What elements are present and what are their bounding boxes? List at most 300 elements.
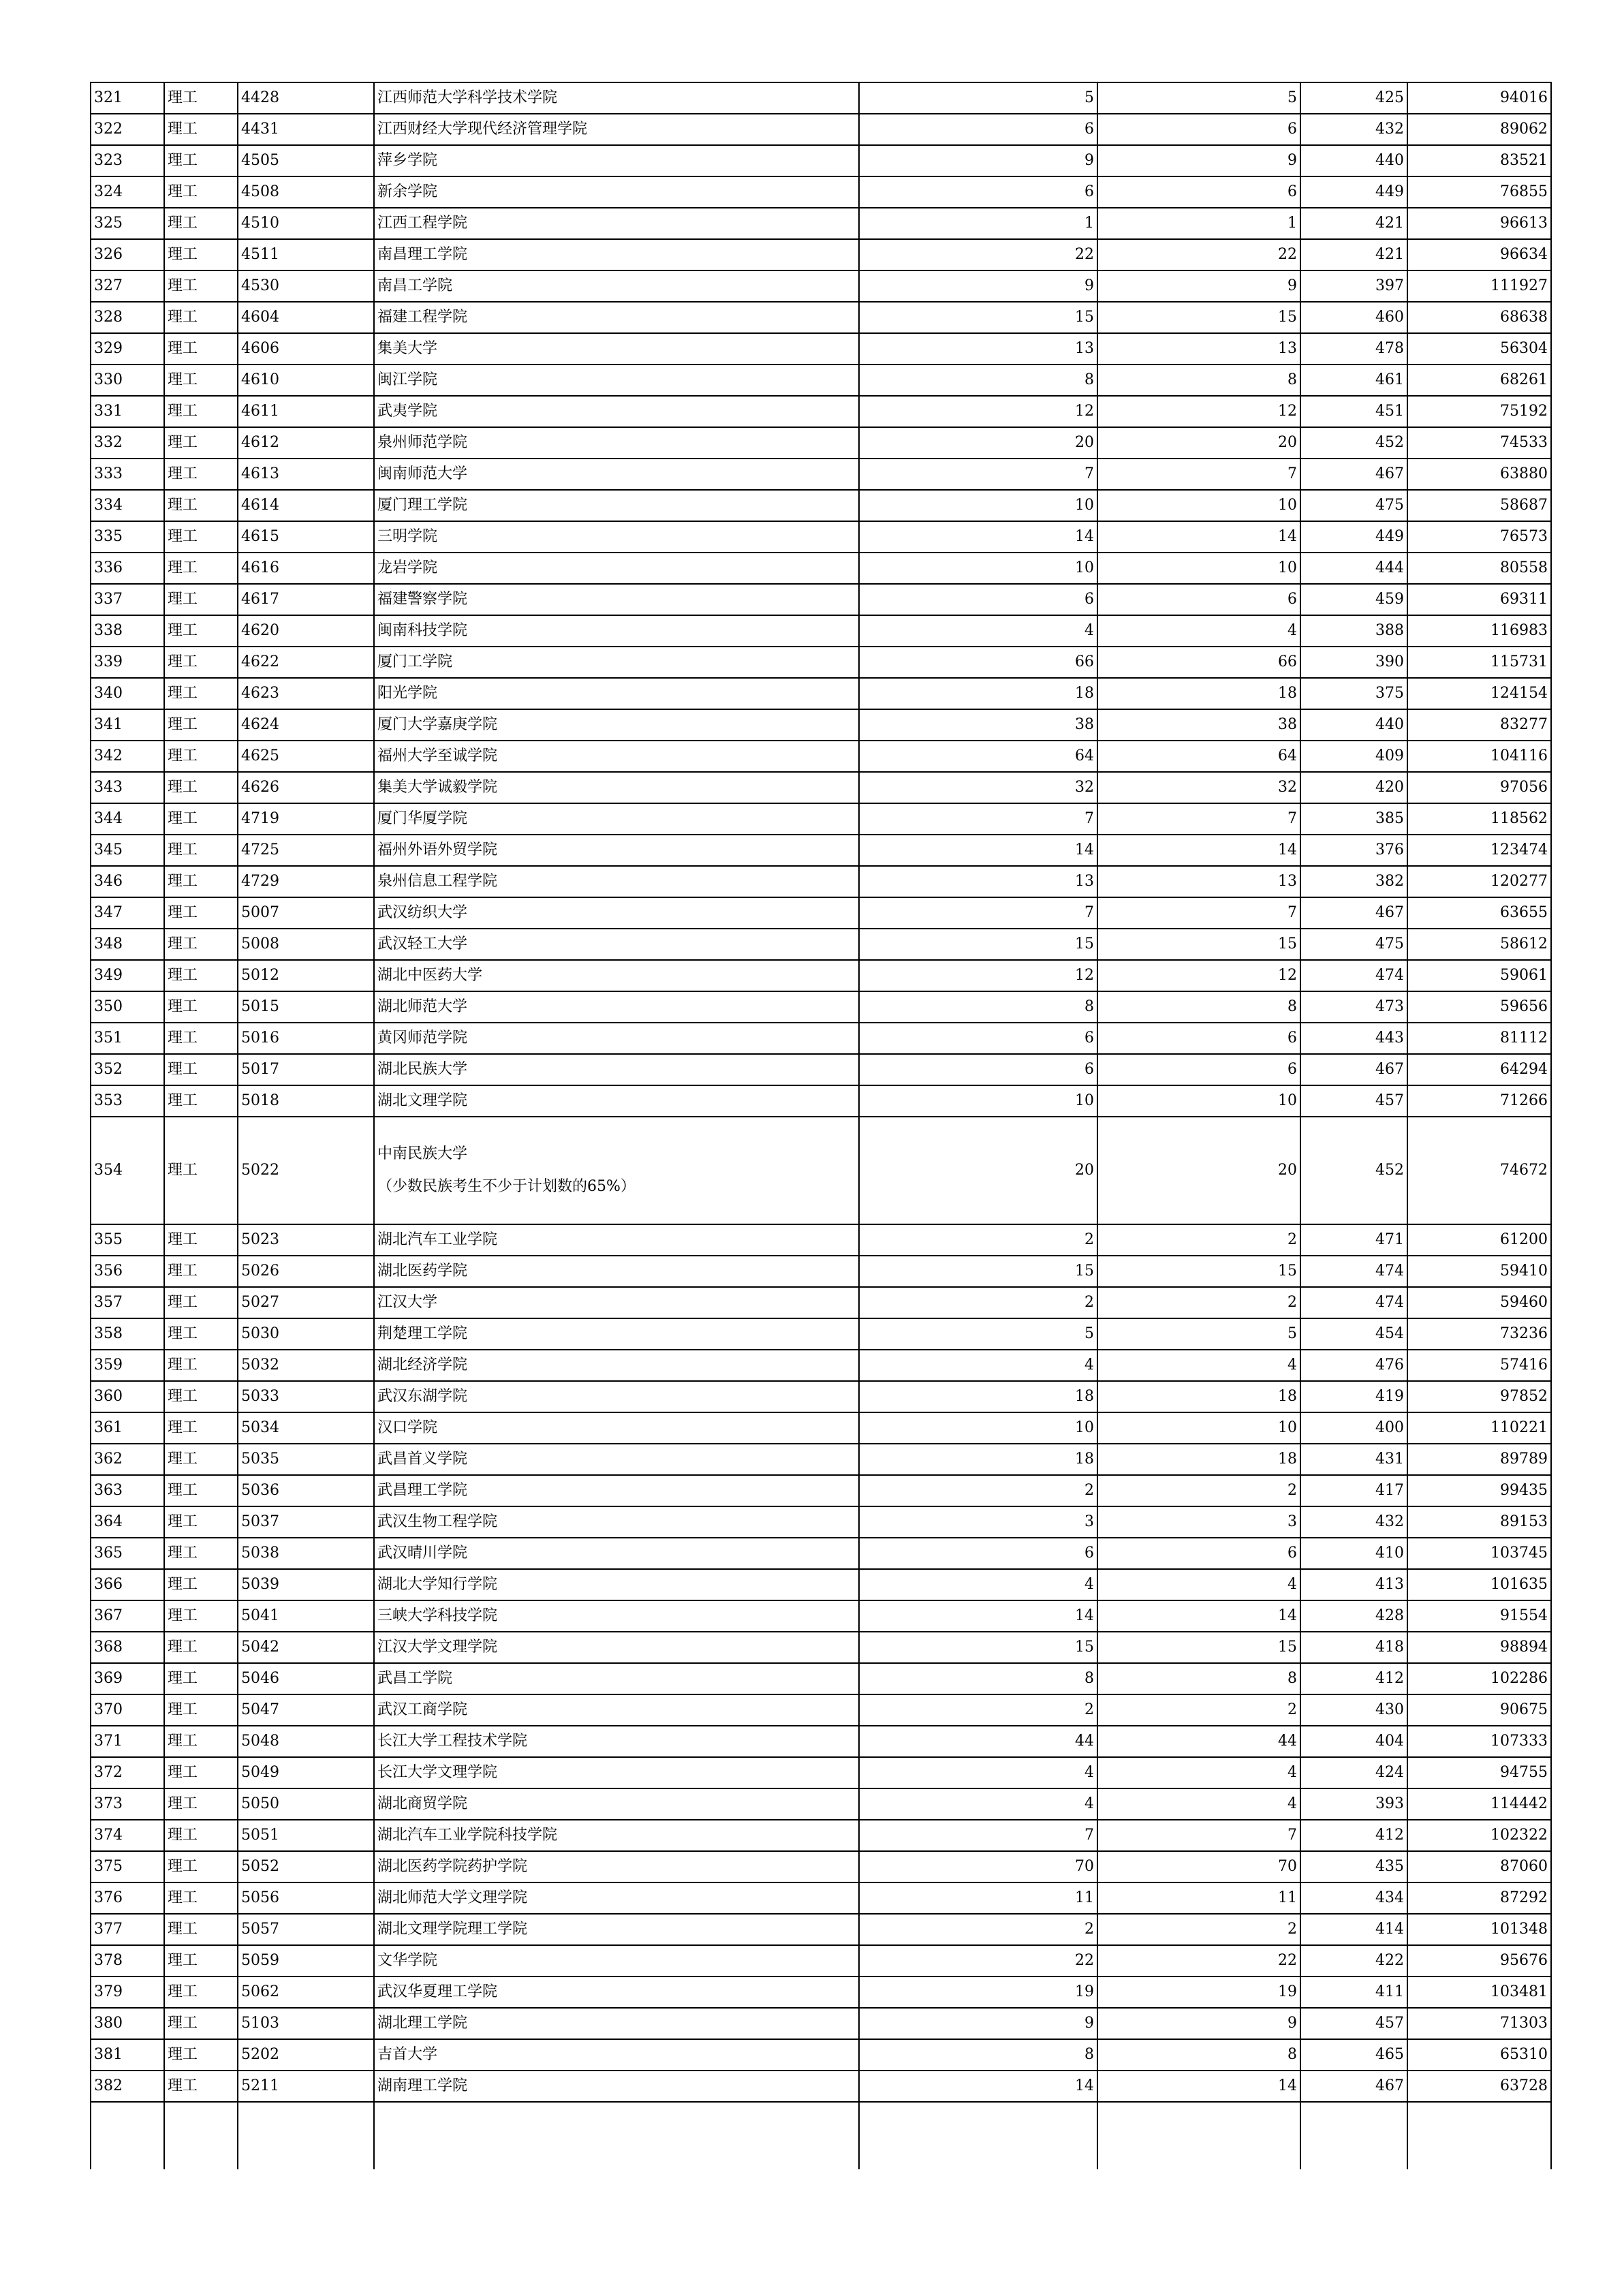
admitted-cell: 14 bbox=[1097, 521, 1300, 553]
category-cell: 理工 bbox=[164, 1694, 238, 1726]
rank-cell: 59656 bbox=[1407, 991, 1551, 1023]
table-row bbox=[91, 270, 1551, 302]
code-cell: 5056 bbox=[238, 1882, 374, 1914]
table-row bbox=[91, 176, 1551, 208]
code-cell: 5030 bbox=[238, 1318, 374, 1350]
table-row bbox=[91, 1444, 1551, 1475]
category-cell: 理工 bbox=[164, 396, 238, 427]
plan-cell: 8 bbox=[859, 1663, 1097, 1694]
seq-cell: 371 bbox=[91, 1726, 164, 1757]
rank-cell: 58612 bbox=[1407, 929, 1551, 960]
plan-cell: 1 bbox=[859, 208, 1097, 239]
rank-cell: 68638 bbox=[1407, 302, 1551, 333]
plan-cell: 19 bbox=[859, 1977, 1097, 2008]
admitted-cell: 44 bbox=[1097, 1726, 1300, 1757]
admitted-cell: 15 bbox=[1097, 1256, 1300, 1287]
blank-cell bbox=[374, 2102, 859, 2169]
admitted-cell: 32 bbox=[1097, 772, 1300, 803]
code-cell: 5016 bbox=[238, 1023, 374, 1054]
table-row bbox=[91, 459, 1551, 490]
plan-cell: 2 bbox=[859, 1914, 1097, 1945]
code-cell: 4615 bbox=[238, 521, 374, 553]
table-row bbox=[91, 333, 1551, 365]
min-score-cell: 412 bbox=[1300, 1820, 1407, 1851]
school-cell: 武昌首义学院 bbox=[374, 1444, 859, 1475]
table-row bbox=[91, 1694, 1551, 1726]
rank-cell: 99435 bbox=[1407, 1475, 1551, 1506]
rank-cell: 68261 bbox=[1407, 365, 1551, 396]
school-cell bbox=[374, 1117, 859, 1224]
table-body-special bbox=[91, 1117, 1551, 1224]
plan-cell: 4 bbox=[859, 1757, 1097, 1788]
admitted-cell: 6 bbox=[1097, 1538, 1300, 1569]
admitted-cell: 3 bbox=[1097, 1506, 1300, 1538]
school-cell: 南昌工学院 bbox=[374, 270, 859, 302]
seq-cell: 379 bbox=[91, 1977, 164, 2008]
seq-cell: 335 bbox=[91, 521, 164, 553]
seq-cell: 331 bbox=[91, 396, 164, 427]
category-cell: 理工 bbox=[164, 991, 238, 1023]
category-cell: 理工 bbox=[164, 176, 238, 208]
seq-cell: 337 bbox=[91, 584, 164, 615]
admitted-cell: 9 bbox=[1097, 270, 1300, 302]
min-score-cell: 461 bbox=[1300, 365, 1407, 396]
seq-cell: 324 bbox=[91, 176, 164, 208]
school-name: 中南民族大学 bbox=[377, 1145, 468, 1162]
admitted-cell: 18 bbox=[1097, 1381, 1300, 1412]
rank-cell: 83521 bbox=[1407, 145, 1551, 176]
code-cell: 5050 bbox=[238, 1788, 374, 1820]
rank-cell: 58687 bbox=[1407, 490, 1551, 521]
category-cell: 理工 bbox=[164, 960, 238, 991]
rank-cell: 74533 bbox=[1407, 427, 1551, 459]
school-cell: 长江大学工程技术学院 bbox=[374, 1726, 859, 1757]
school-cell: 湖北民族大学 bbox=[374, 1054, 859, 1085]
school-cell: 江汉大学 bbox=[374, 1287, 859, 1318]
plan-cell: 9 bbox=[859, 145, 1097, 176]
admitted-cell: 15 bbox=[1097, 929, 1300, 960]
code-cell: 5046 bbox=[238, 1663, 374, 1694]
school-cell: 湖北汽车工业学院 bbox=[374, 1224, 859, 1256]
admitted-cell: 4 bbox=[1097, 1350, 1300, 1381]
school-cell: 湖北经济学院 bbox=[374, 1350, 859, 1381]
seq-cell: 327 bbox=[91, 270, 164, 302]
admission-table bbox=[90, 82, 1552, 2169]
admitted-cell: 38 bbox=[1097, 709, 1300, 741]
admitted-cell: 10 bbox=[1097, 553, 1300, 584]
table-body-continuation bbox=[91, 2102, 1551, 2169]
blank-cell bbox=[91, 2102, 164, 2169]
table-row bbox=[91, 1475, 1551, 1506]
seq-cell: 321 bbox=[91, 82, 164, 114]
plan-cell: 9 bbox=[859, 270, 1097, 302]
school-cell: 泉州师范学院 bbox=[374, 427, 859, 459]
category-cell: 理工 bbox=[164, 2071, 238, 2102]
table-row bbox=[91, 615, 1551, 647]
school-cell: 集美大学诚毅学院 bbox=[374, 772, 859, 803]
admitted-cell: 14 bbox=[1097, 2071, 1300, 2102]
admitted-cell: 20 bbox=[1097, 427, 1300, 459]
min-score-cell: 467 bbox=[1300, 459, 1407, 490]
code-cell: 5037 bbox=[238, 1506, 374, 1538]
continuation-row bbox=[91, 2102, 1551, 2169]
school-cell: 三峡大学科技学院 bbox=[374, 1600, 859, 1632]
rank-cell: 75192 bbox=[1407, 396, 1551, 427]
category-cell: 理工 bbox=[164, 2039, 238, 2071]
seq-cell: 344 bbox=[91, 803, 164, 835]
plan-cell: 7 bbox=[859, 897, 1097, 929]
min-score-cell: 476 bbox=[1300, 1350, 1407, 1381]
min-score-cell: 467 bbox=[1300, 2071, 1407, 2102]
code-cell: 5047 bbox=[238, 1694, 374, 1726]
table-row bbox=[91, 2039, 1551, 2071]
table-row bbox=[91, 1726, 1551, 1757]
seq-cell: 381 bbox=[91, 2039, 164, 2071]
category-cell: 理工 bbox=[164, 553, 238, 584]
seq-cell: 358 bbox=[91, 1318, 164, 1350]
seq-cell: 354 bbox=[91, 1117, 164, 1224]
school-cell: 闽南师范大学 bbox=[374, 459, 859, 490]
plan-cell: 64 bbox=[859, 741, 1097, 772]
table-row bbox=[91, 897, 1551, 929]
code-cell: 4725 bbox=[238, 835, 374, 866]
seq-cell: 343 bbox=[91, 772, 164, 803]
code-cell: 5035 bbox=[238, 1444, 374, 1475]
rank-cell: 65310 bbox=[1407, 2039, 1551, 2071]
seq-cell: 332 bbox=[91, 427, 164, 459]
rank-cell: 96613 bbox=[1407, 208, 1551, 239]
code-cell: 5018 bbox=[238, 1085, 374, 1117]
table-row bbox=[91, 647, 1551, 678]
min-score-cell: 474 bbox=[1300, 960, 1407, 991]
rank-cell: 69311 bbox=[1407, 584, 1551, 615]
rank-cell: 103481 bbox=[1407, 1977, 1551, 2008]
school-cell: 江西工程学院 bbox=[374, 208, 859, 239]
category-cell: 理工 bbox=[164, 1023, 238, 1054]
table-row bbox=[91, 1224, 1551, 1256]
code-cell: 5041 bbox=[238, 1600, 374, 1632]
rank-cell: 89062 bbox=[1407, 114, 1551, 145]
admitted-cell: 12 bbox=[1097, 396, 1300, 427]
code-cell: 4508 bbox=[238, 176, 374, 208]
admitted-cell: 18 bbox=[1097, 678, 1300, 709]
category-cell: 理工 bbox=[164, 1757, 238, 1788]
code-cell: 4611 bbox=[238, 396, 374, 427]
category-cell: 理工 bbox=[164, 208, 238, 239]
min-score-cell: 421 bbox=[1300, 208, 1407, 239]
admitted-cell: 6 bbox=[1097, 114, 1300, 145]
code-cell: 4622 bbox=[238, 647, 374, 678]
school-cell: 厦门理工学院 bbox=[374, 490, 859, 521]
code-cell: 5023 bbox=[238, 1224, 374, 1256]
school-cell: 湖北大学知行学院 bbox=[374, 1569, 859, 1600]
plan-cell: 32 bbox=[859, 772, 1097, 803]
rank-cell: 63728 bbox=[1407, 2071, 1551, 2102]
rank-cell: 95676 bbox=[1407, 1945, 1551, 1977]
seq-cell: 340 bbox=[91, 678, 164, 709]
min-score-cell: 465 bbox=[1300, 2039, 1407, 2071]
code-cell: 5032 bbox=[238, 1350, 374, 1381]
min-score-cell: 404 bbox=[1300, 1726, 1407, 1757]
school-cell: 湖北师范大学文理学院 bbox=[374, 1882, 859, 1914]
min-score-cell: 432 bbox=[1300, 114, 1407, 145]
plan-cell: 8 bbox=[859, 2039, 1097, 2071]
min-score-cell: 409 bbox=[1300, 741, 1407, 772]
min-score-cell: 414 bbox=[1300, 1914, 1407, 1945]
rank-cell: 91554 bbox=[1407, 1600, 1551, 1632]
category-cell: 理工 bbox=[164, 1381, 238, 1412]
code-cell: 4511 bbox=[238, 239, 374, 270]
rank-cell: 98894 bbox=[1407, 1632, 1551, 1663]
code-cell: 5012 bbox=[238, 960, 374, 991]
table-row bbox=[91, 553, 1551, 584]
category-cell: 理工 bbox=[164, 302, 238, 333]
admitted-cell: 11 bbox=[1097, 1882, 1300, 1914]
code-cell: 5026 bbox=[238, 1256, 374, 1287]
seq-cell: 353 bbox=[91, 1085, 164, 1117]
admitted-cell: 15 bbox=[1097, 302, 1300, 333]
plan-cell: 22 bbox=[859, 239, 1097, 270]
plan-cell: 38 bbox=[859, 709, 1097, 741]
school-cell: 武汉晴川学院 bbox=[374, 1538, 859, 1569]
admitted-cell: 4 bbox=[1097, 1788, 1300, 1820]
code-cell: 5008 bbox=[238, 929, 374, 960]
school-cell: 湖北汽车工业学院科技学院 bbox=[374, 1820, 859, 1851]
plan-cell: 6 bbox=[859, 584, 1097, 615]
code-cell: 5211 bbox=[238, 2071, 374, 2102]
school-cell: 汉口学院 bbox=[374, 1412, 859, 1444]
admitted-cell: 6 bbox=[1097, 1054, 1300, 1085]
rank-cell: 97852 bbox=[1407, 1381, 1551, 1412]
min-score-cell: 457 bbox=[1300, 1085, 1407, 1117]
min-score-cell: 457 bbox=[1300, 2008, 1407, 2039]
plan-cell: 6 bbox=[859, 1054, 1097, 1085]
code-cell: 4626 bbox=[238, 772, 374, 803]
rank-cell: 94755 bbox=[1407, 1757, 1551, 1788]
category-cell: 理工 bbox=[164, 1632, 238, 1663]
table-row bbox=[91, 2008, 1551, 2039]
school-cell: 福州大学至诚学院 bbox=[374, 741, 859, 772]
min-score-cell: 385 bbox=[1300, 803, 1407, 835]
school-cell: 湖北师范大学 bbox=[374, 991, 859, 1023]
category-cell: 理工 bbox=[164, 333, 238, 365]
table-row bbox=[91, 2071, 1551, 2102]
plan-cell: 2 bbox=[859, 1224, 1097, 1256]
min-score-cell: 411 bbox=[1300, 1977, 1407, 2008]
category-cell: 理工 bbox=[164, 1350, 238, 1381]
category-cell: 理工 bbox=[164, 1600, 238, 1632]
table-row bbox=[91, 1600, 1551, 1632]
blank-cell bbox=[859, 2102, 1097, 2169]
plan-cell: 14 bbox=[859, 521, 1097, 553]
admitted-cell: 18 bbox=[1097, 1444, 1300, 1475]
plan-cell: 15 bbox=[859, 302, 1097, 333]
rank-cell: 89789 bbox=[1407, 1444, 1551, 1475]
rank-cell: 114442 bbox=[1407, 1788, 1551, 1820]
blank-cell bbox=[1300, 2102, 1407, 2169]
code-cell: 4620 bbox=[238, 615, 374, 647]
table-row bbox=[91, 866, 1551, 897]
school-cell: 荆楚理工学院 bbox=[374, 1318, 859, 1350]
code-cell: 4505 bbox=[238, 145, 374, 176]
table-row bbox=[91, 1117, 1551, 1224]
seq-cell: 349 bbox=[91, 960, 164, 991]
table-row bbox=[91, 835, 1551, 866]
school-cell: 武汉东湖学院 bbox=[374, 1381, 859, 1412]
table-row bbox=[91, 1538, 1551, 1569]
min-score-cell: 452 bbox=[1300, 1117, 1407, 1224]
table-row bbox=[91, 1381, 1551, 1412]
table-row bbox=[91, 1023, 1551, 1054]
code-cell: 4624 bbox=[238, 709, 374, 741]
rank-cell: 87060 bbox=[1407, 1851, 1551, 1882]
school-cell: 武汉生物工程学院 bbox=[374, 1506, 859, 1538]
category-cell: 理工 bbox=[164, 365, 238, 396]
school-cell: 闽江学院 bbox=[374, 365, 859, 396]
category-cell: 理工 bbox=[164, 803, 238, 835]
admitted-cell: 8 bbox=[1097, 365, 1300, 396]
seq-cell: 345 bbox=[91, 835, 164, 866]
rank-cell: 59410 bbox=[1407, 1256, 1551, 1287]
min-score-cell: 428 bbox=[1300, 1600, 1407, 1632]
category-cell: 理工 bbox=[164, 1318, 238, 1350]
code-cell: 4719 bbox=[238, 803, 374, 835]
table-row bbox=[91, 1256, 1551, 1287]
min-score-cell: 382 bbox=[1300, 866, 1407, 897]
rank-cell: 74672 bbox=[1407, 1117, 1551, 1224]
plan-cell: 10 bbox=[859, 1085, 1097, 1117]
plan-cell: 5 bbox=[859, 82, 1097, 114]
admitted-cell: 2 bbox=[1097, 1694, 1300, 1726]
admitted-cell: 8 bbox=[1097, 1663, 1300, 1694]
seq-cell: 361 bbox=[91, 1412, 164, 1444]
seq-cell: 363 bbox=[91, 1475, 164, 1506]
seq-cell: 378 bbox=[91, 1945, 164, 1977]
min-score-cell: 440 bbox=[1300, 709, 1407, 741]
rank-cell: 59061 bbox=[1407, 960, 1551, 991]
rank-cell: 64294 bbox=[1407, 1054, 1551, 1085]
table-row bbox=[91, 991, 1551, 1023]
min-score-cell: 422 bbox=[1300, 1945, 1407, 1977]
category-cell: 理工 bbox=[164, 1914, 238, 1945]
min-score-cell: 400 bbox=[1300, 1412, 1407, 1444]
min-score-cell: 473 bbox=[1300, 991, 1407, 1023]
rank-cell: 103745 bbox=[1407, 1538, 1551, 1569]
category-cell: 理工 bbox=[164, 1475, 238, 1506]
school-cell: 闽南科技学院 bbox=[374, 615, 859, 647]
admitted-cell: 4 bbox=[1097, 1757, 1300, 1788]
min-score-cell: 467 bbox=[1300, 897, 1407, 929]
admitted-cell: 7 bbox=[1097, 1820, 1300, 1851]
code-cell: 5059 bbox=[238, 1945, 374, 1977]
seq-cell: 330 bbox=[91, 365, 164, 396]
rank-cell: 63880 bbox=[1407, 459, 1551, 490]
category-cell: 理工 bbox=[164, 1820, 238, 1851]
category-cell: 理工 bbox=[164, 1224, 238, 1256]
school-cell: 武昌理工学院 bbox=[374, 1475, 859, 1506]
code-cell: 5062 bbox=[238, 1977, 374, 2008]
code-cell: 4612 bbox=[238, 427, 374, 459]
code-cell: 4510 bbox=[238, 208, 374, 239]
plan-cell: 18 bbox=[859, 1381, 1097, 1412]
table-row bbox=[91, 427, 1551, 459]
table-row bbox=[91, 396, 1551, 427]
table-row bbox=[91, 803, 1551, 835]
school-cell: 江西财经大学现代经济管理学院 bbox=[374, 114, 859, 145]
school-cell: 福建警察学院 bbox=[374, 584, 859, 615]
admitted-cell: 12 bbox=[1097, 960, 1300, 991]
category-cell: 理工 bbox=[164, 459, 238, 490]
seq-cell: 334 bbox=[91, 490, 164, 521]
seq-cell: 374 bbox=[91, 1820, 164, 1851]
admitted-cell: 9 bbox=[1097, 145, 1300, 176]
table-row bbox=[91, 709, 1551, 741]
school-cell: 江西师范大学科学技术学院 bbox=[374, 82, 859, 114]
plan-cell: 10 bbox=[859, 553, 1097, 584]
min-score-cell: 425 bbox=[1300, 82, 1407, 114]
category-cell: 理工 bbox=[164, 1977, 238, 2008]
code-cell: 5057 bbox=[238, 1914, 374, 1945]
category-cell: 理工 bbox=[164, 615, 238, 647]
category-cell: 理工 bbox=[164, 1444, 238, 1475]
admitted-cell: 13 bbox=[1097, 866, 1300, 897]
category-cell: 理工 bbox=[164, 772, 238, 803]
seq-cell: 322 bbox=[91, 114, 164, 145]
admitted-cell: 70 bbox=[1097, 1851, 1300, 1882]
min-score-cell: 417 bbox=[1300, 1475, 1407, 1506]
table-row bbox=[91, 929, 1551, 960]
admitted-cell: 2 bbox=[1097, 1914, 1300, 1945]
min-score-cell: 375 bbox=[1300, 678, 1407, 709]
code-cell: 4616 bbox=[238, 553, 374, 584]
plan-cell: 44 bbox=[859, 1726, 1097, 1757]
code-cell: 4530 bbox=[238, 270, 374, 302]
school-cell: 黄冈师范学院 bbox=[374, 1023, 859, 1054]
min-score-cell: 475 bbox=[1300, 490, 1407, 521]
rank-cell: 96634 bbox=[1407, 239, 1551, 270]
rank-cell: 73236 bbox=[1407, 1318, 1551, 1350]
admitted-cell: 22 bbox=[1097, 239, 1300, 270]
table-row bbox=[91, 584, 1551, 615]
category-cell: 理工 bbox=[164, 678, 238, 709]
plan-cell: 70 bbox=[859, 1851, 1097, 1882]
code-cell: 4613 bbox=[238, 459, 374, 490]
plan-cell: 13 bbox=[859, 333, 1097, 365]
admitted-cell: 10 bbox=[1097, 1412, 1300, 1444]
admitted-cell: 19 bbox=[1097, 1977, 1300, 2008]
school-cell: 江汉大学文理学院 bbox=[374, 1632, 859, 1663]
rank-cell: 120277 bbox=[1407, 866, 1551, 897]
plan-cell: 22 bbox=[859, 1945, 1097, 1977]
category-cell: 理工 bbox=[164, 114, 238, 145]
seq-cell: 365 bbox=[91, 1538, 164, 1569]
plan-cell: 6 bbox=[859, 1538, 1097, 1569]
admitted-cell: 6 bbox=[1097, 176, 1300, 208]
min-score-cell: 443 bbox=[1300, 1023, 1407, 1054]
school-cell: 武汉工商学院 bbox=[374, 1694, 859, 1726]
min-score-cell: 419 bbox=[1300, 1381, 1407, 1412]
min-score-cell: 449 bbox=[1300, 521, 1407, 553]
school-cell: 武昌工学院 bbox=[374, 1663, 859, 1694]
rank-cell: 89153 bbox=[1407, 1506, 1551, 1538]
rank-cell: 115731 bbox=[1407, 647, 1551, 678]
table-row bbox=[91, 1945, 1551, 1977]
rank-cell: 102322 bbox=[1407, 1820, 1551, 1851]
rank-cell: 57416 bbox=[1407, 1350, 1551, 1381]
rank-cell: 111927 bbox=[1407, 270, 1551, 302]
rank-cell: 83277 bbox=[1407, 709, 1551, 741]
admitted-cell: 13 bbox=[1097, 333, 1300, 365]
